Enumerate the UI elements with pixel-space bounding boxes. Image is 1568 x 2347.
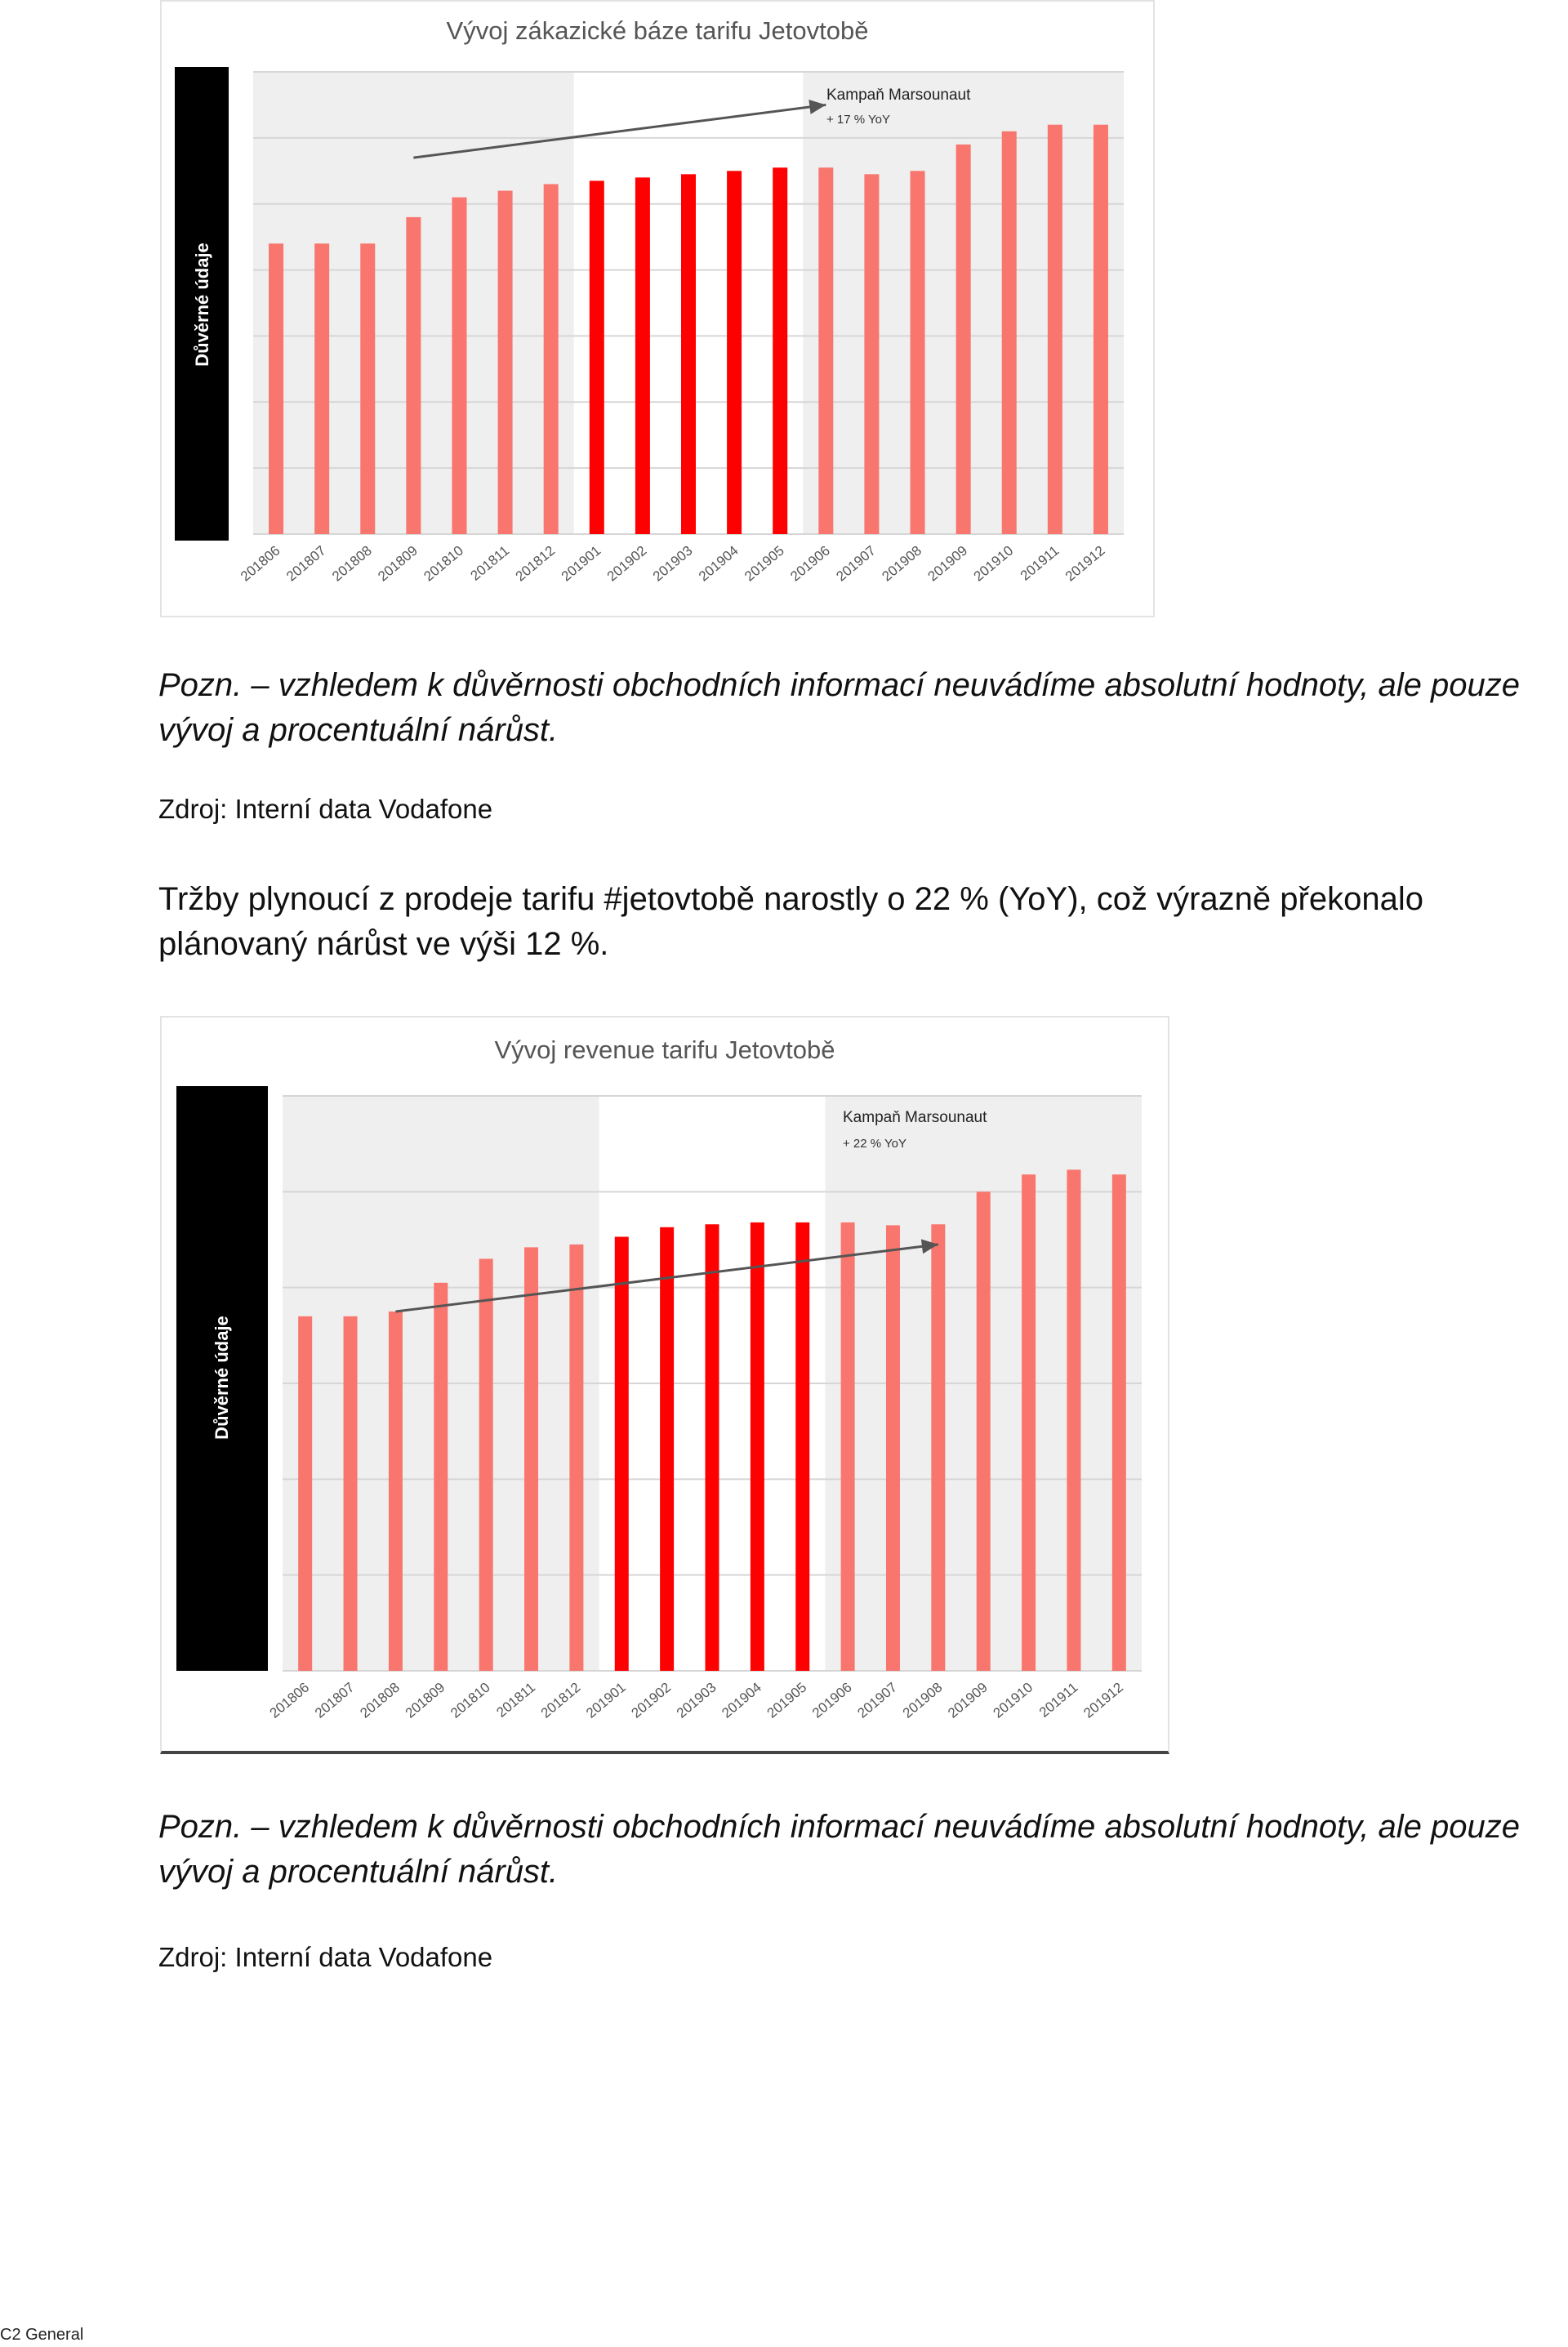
confidential-label: Důvěrné údaje xyxy=(192,243,212,367)
bar-201906 xyxy=(841,1222,855,1671)
bar-201910 xyxy=(1022,1174,1036,1671)
customer-base-chart xyxy=(160,0,1155,617)
x-tick-label: 201905 xyxy=(742,542,787,585)
x-tick-label: 201907 xyxy=(833,542,879,585)
campaign-label: Kampaň Marsounaut xyxy=(843,1109,987,1126)
x-tick-label: 201901 xyxy=(558,542,604,585)
source-note: Zdroj: Interní data Vodafone xyxy=(158,794,493,824)
bar-201910 xyxy=(1002,131,1017,534)
bar-201906 xyxy=(818,167,833,534)
x-tick-label: 201809 xyxy=(375,542,421,585)
bar-201911 xyxy=(1048,125,1062,534)
x-tick-label: 201901 xyxy=(583,1679,629,1721)
bar-201811 xyxy=(524,1247,538,1671)
bar-201806 xyxy=(298,1316,312,1671)
x-tick-label: 201808 xyxy=(357,1679,403,1721)
x-tick-label: 201812 xyxy=(512,542,559,585)
source-note: Zdroj: Interní data Vodafone xyxy=(158,1942,493,1972)
x-tick-label: 201906 xyxy=(787,542,833,585)
x-tick-label: 201907 xyxy=(854,1679,901,1721)
campaign-growth: + 22 % YoY xyxy=(843,1137,906,1151)
x-tick-label: 201908 xyxy=(879,542,925,585)
revenue-chart xyxy=(160,1016,1169,1754)
bar-201808 xyxy=(389,1312,403,1671)
confidential-label: Důvěrné údaje xyxy=(212,1316,232,1440)
x-tick-label: 201910 xyxy=(970,542,1017,585)
bar-201903 xyxy=(681,174,696,534)
bar-201812 xyxy=(569,1245,583,1671)
bar-201810 xyxy=(479,1258,493,1671)
x-tick-label: 201806 xyxy=(266,1679,313,1721)
campaign-growth: + 17 % YoY xyxy=(826,113,890,127)
x-tick-label: 201912 xyxy=(1080,1679,1126,1721)
revenue-chart-plot xyxy=(162,1018,1171,1756)
x-tick-label: 201807 xyxy=(283,542,329,585)
x-tick-label: 201811 xyxy=(493,1679,539,1721)
bar-201806 xyxy=(269,243,283,534)
bar-201905 xyxy=(773,167,787,534)
bar-201902 xyxy=(635,177,650,534)
revenue-paragraph: Tržby plynoucí z prodeje tarifu #jetovtobě narostly o 22 % (YoY), což výrazně překonalo plánovaný nárůst ve výši 12 %. xyxy=(158,881,1423,962)
x-tick-label: 201911 xyxy=(1017,542,1062,584)
bar-201807 xyxy=(344,1316,358,1671)
bar-201905 xyxy=(795,1222,809,1671)
x-tick-label: 201902 xyxy=(628,1679,675,1721)
x-tick-label: 201909 xyxy=(945,1679,991,1721)
chart-title: Vývoj revenue tarifu Jetovtobě xyxy=(494,1035,835,1064)
bar-201901 xyxy=(615,1236,629,1671)
x-tick-label: 201905 xyxy=(764,1679,810,1721)
bar-201912 xyxy=(1094,125,1108,534)
chart-title: Vývoj zákazické báze tarifu Jetovtobě xyxy=(446,16,869,45)
x-tick-label: 201904 xyxy=(696,542,742,585)
confidential-overlay xyxy=(175,67,229,541)
x-tick-label: 201807 xyxy=(311,1679,358,1721)
campaign-label: Kampaň Marsounaut xyxy=(826,87,971,104)
x-tick-label: 201810 xyxy=(448,1679,493,1721)
bar-201904 xyxy=(727,171,742,534)
x-tick-label: 201904 xyxy=(719,1679,764,1721)
bar-201904 xyxy=(751,1222,764,1671)
bar-201908 xyxy=(911,171,925,534)
bar-201808 xyxy=(360,243,375,534)
bar-201902 xyxy=(660,1227,674,1671)
x-tick-label: 201810 xyxy=(421,542,467,585)
x-tick-label: 201912 xyxy=(1062,542,1108,585)
x-tick-label: 201910 xyxy=(990,1679,1036,1721)
x-tick-label: 201811 xyxy=(467,542,513,584)
x-tick-label: 201806 xyxy=(237,542,283,585)
x-tick-label: 201902 xyxy=(604,542,650,585)
bar-201909 xyxy=(977,1191,991,1671)
bar-201809 xyxy=(434,1283,448,1671)
x-tick-label: 201909 xyxy=(924,542,971,585)
bar-201809 xyxy=(406,217,421,534)
bar-201912 xyxy=(1112,1174,1126,1671)
classification-footer: C2 General xyxy=(0,2326,84,2344)
x-tick-label: 201903 xyxy=(673,1679,719,1721)
note-confidentiality: Pozn. – vzhledem k důvěrnosti obchodních informací neuvádíme absolutní hodnoty, ale pouze vývoj a procentuální nárůst. xyxy=(158,1809,1520,1890)
bar-201907 xyxy=(886,1225,900,1671)
bar-201909 xyxy=(956,145,971,534)
x-tick-label: 201911 xyxy=(1036,1679,1081,1721)
customer-base-chart-plot xyxy=(162,2,1156,619)
bar-201907 xyxy=(864,174,879,534)
bar-201812 xyxy=(544,184,559,534)
note-confidentiality: Pozn. – vzhledem k důvěrnosti obchodních informací neuvádíme absolutní hodnoty, ale pouze vývoj a procentuální nárůst. xyxy=(158,667,1520,748)
x-tick-label: 201808 xyxy=(329,542,375,585)
x-tick-label: 201903 xyxy=(649,542,696,585)
bar-201908 xyxy=(931,1224,945,1671)
bar-201811 xyxy=(498,191,513,534)
bar-201807 xyxy=(314,243,329,534)
bar-201901 xyxy=(590,180,604,534)
bar-201911 xyxy=(1067,1169,1080,1671)
confidential-overlay xyxy=(176,1086,268,1671)
x-tick-label: 201908 xyxy=(899,1679,946,1721)
x-tick-label: 201809 xyxy=(402,1679,448,1721)
bar-201810 xyxy=(452,198,466,534)
x-tick-label: 201906 xyxy=(809,1679,855,1721)
x-tick-label: 201812 xyxy=(537,1679,584,1721)
bar-201903 xyxy=(706,1224,719,1671)
